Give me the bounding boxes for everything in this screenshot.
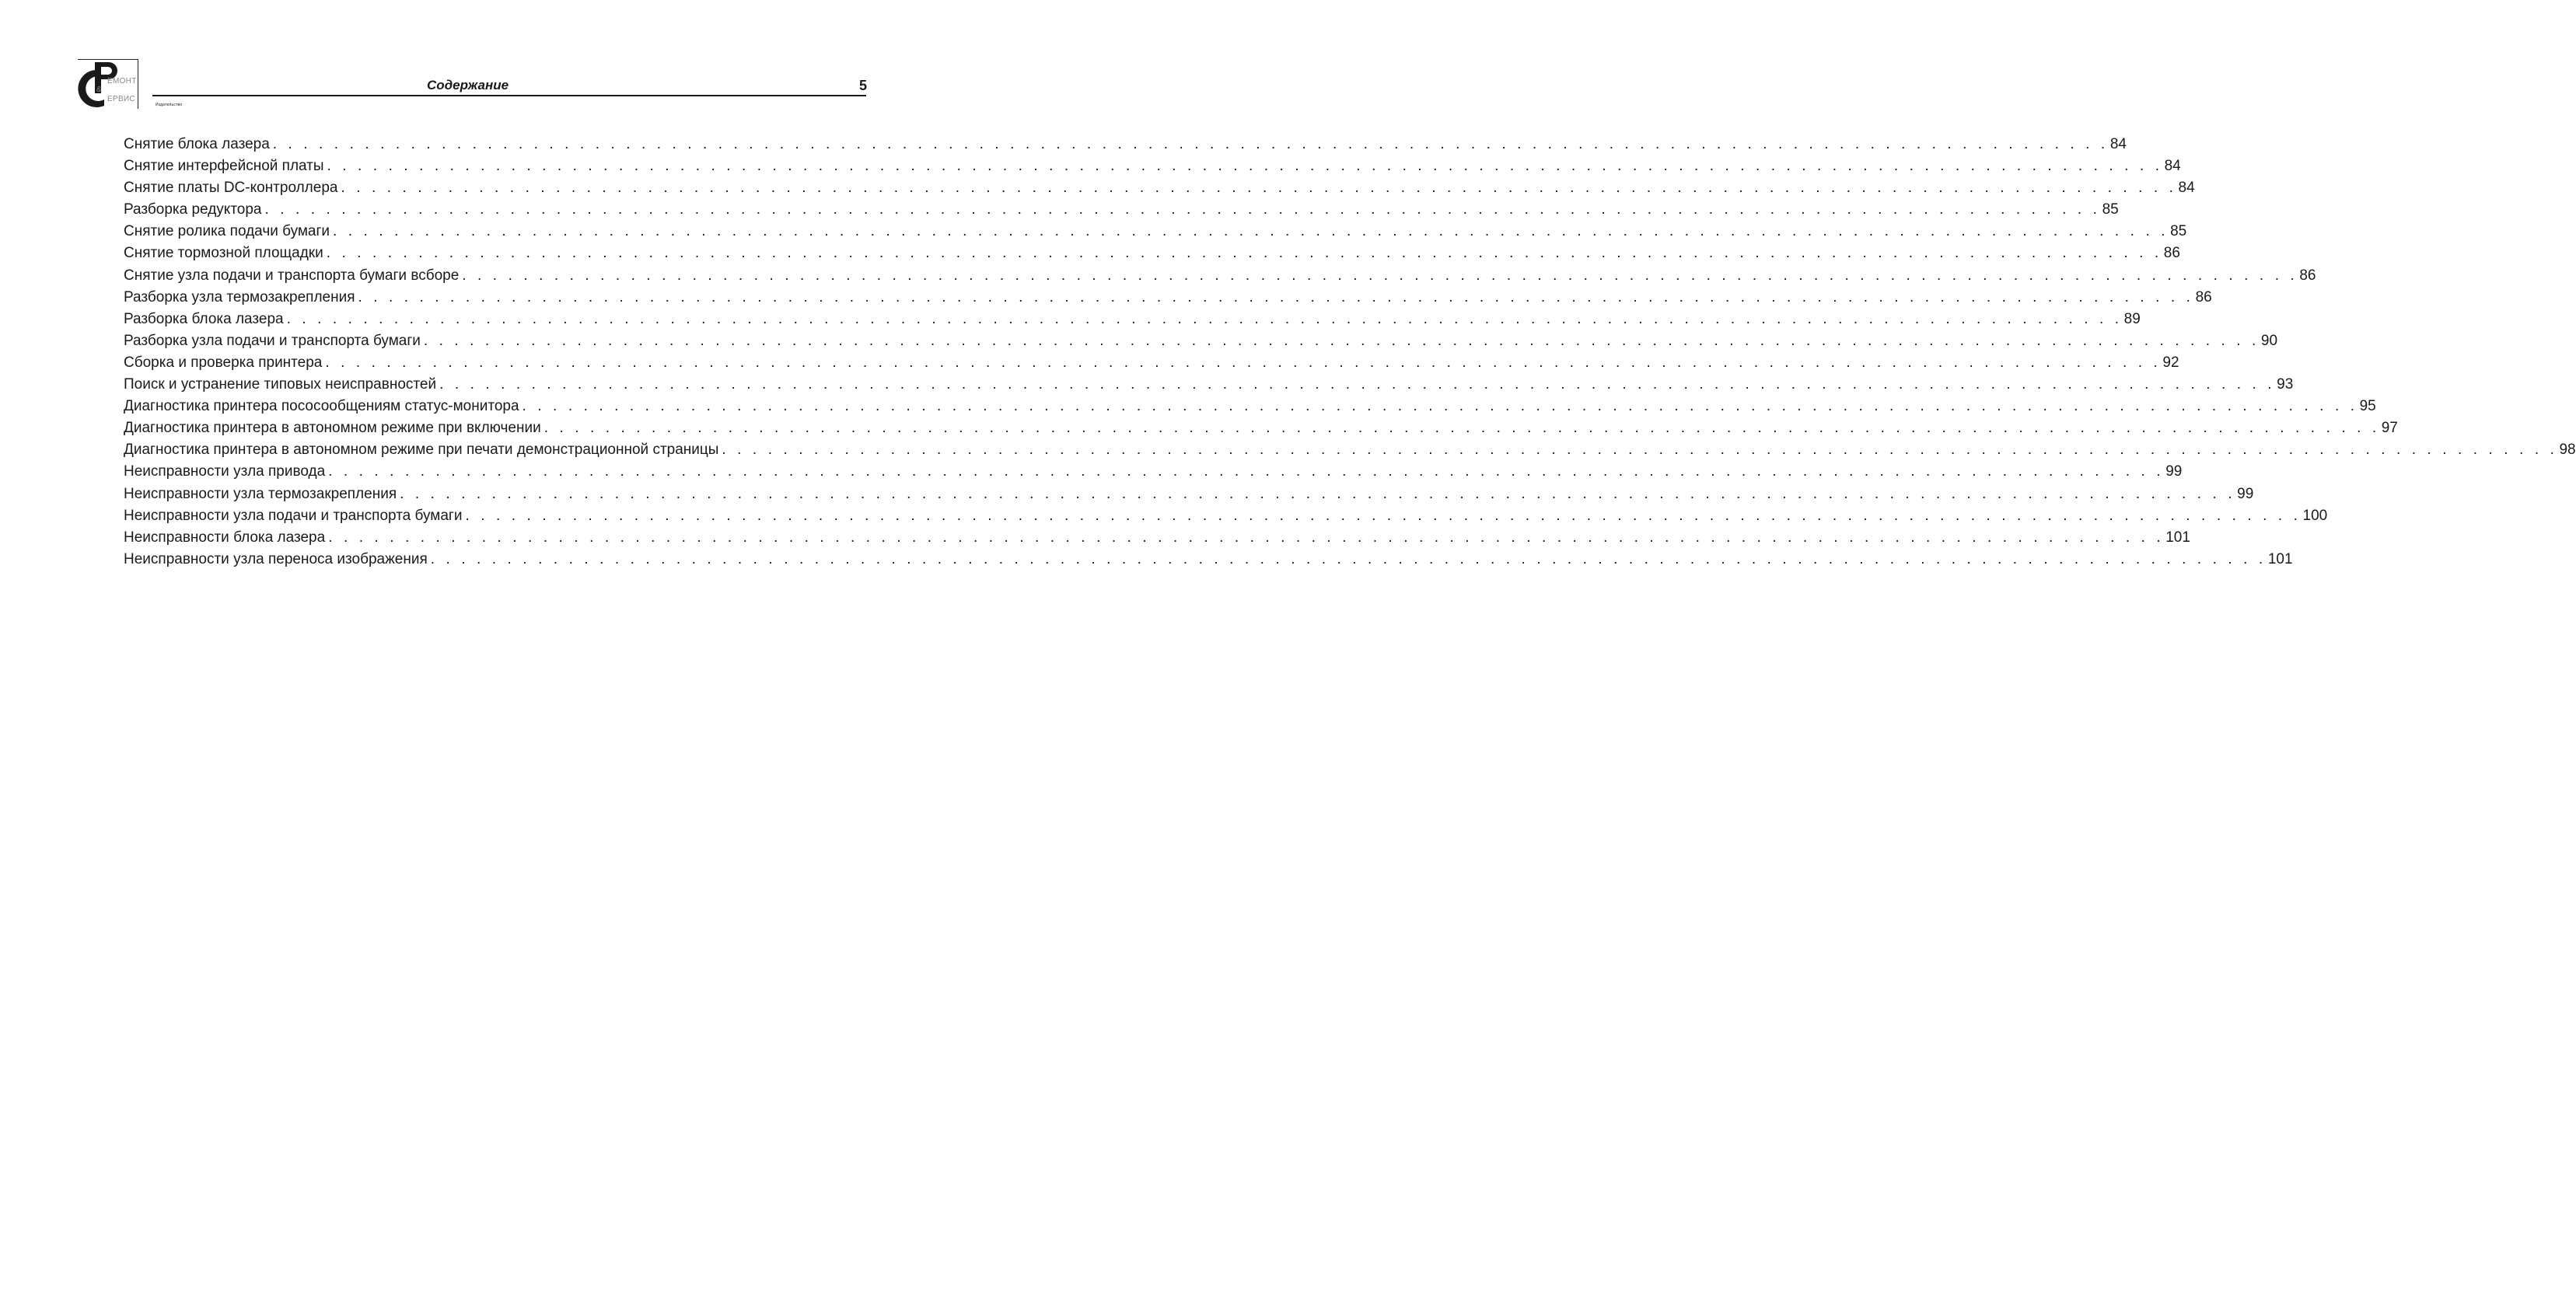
page-number: 5: [858, 78, 867, 93]
toc-entry-title: Неисправности узла привода: [124, 463, 326, 480]
toc-dot-leader: . . . . . . . . . . . . . . . . . . . . . . . . . . . . . . . . . . . . . . . . . . . . . . . . . . . . . . . . . . . . . . . . . . . . . . . . . . . . . . . . . . . . . . . . . . . . . . . . . . . . . . . . . . . . . . . . . . . . . . . .: [327, 158, 2163, 175]
toc-dot-leader: . . . . . . . . . . . . . . . . . . . . . . . . . . . . . . . . . . . . . . . . . . . . . . . . . . . . . . . . . . . . . . . . . . . . . . . . . . . . . . . . . . . . . . . . . . . . . . . . . . . . . . . . . . . . . . . . . . . . . . . .: [341, 180, 2177, 197]
logo-mark-icon: [0, 0, 942, 124]
toc-entry[interactable]: [124, 330, 2278, 352]
toc-entry[interactable]: [124, 287, 2212, 309]
toc-entry-title: Снятие блока лазера: [124, 136, 270, 152]
toc-entry[interactable]: [124, 396, 2376, 417]
toc-entry[interactable]: [124, 243, 2180, 264]
toc-entry-title: Разборка узла термозакрепления: [124, 288, 355, 305]
toc-entry-title: Диагностика принтера в автономном режиме при включении: [124, 420, 541, 437]
toc-entry-title: Поиск и устранение типовых неисправностей: [124, 376, 437, 393]
toc-entry-title: Диагностика принтера пососообщениям статус-монитора: [124, 398, 519, 415]
toc-dot-leader: . . . . . . . . . . . . . . . . . . . . . . . . . . . . . . . . . . . . . . . . . . . . . . . . . . . . . . . . . . . . . . . . . . . . . . . . . . . . . . . . . . . . . . . . . . . . . . . . . . . . . . . . . . . . . . . . . . . . . . . .: [328, 463, 2165, 480]
toc-entry-page: 90: [2260, 332, 2278, 349]
toc-dot-leader: . . . . . . . . . . . . . . . . . . . . . . . . . . . . . . . . . . . . . . . . . . . . . . . . . . . . . . . . . . . . . . . . . . . . . . . . . . . . . . . . . . . . . . . . . . . . . . . . . . . . . . . . . . . . . . . . . . . . . . . .: [333, 223, 2169, 240]
toc-entry-title: Снятие тормозной площадки: [124, 245, 323, 262]
toc-dot-leader: . . . . . . . . . . . . . . . . . . . . . . . . . . . . . . . . . . . . . . . . . . . . . . . . . . . . . . . . . . . . . . . . . . . . . . . . . . . . . . . . . . . . . . . . . . . . . . . . . . . . . . . . . . . . . . . . . . . . . . . .: [325, 354, 2162, 371]
toc-entry-title: Разборка блока лазера: [124, 310, 284, 327]
toc-entry-title: Снятие узла подачи и транспорта бумаги всборе: [124, 267, 460, 284]
toc-entry[interactable]: [124, 199, 2119, 221]
toc-entry-title: Снятие интерфейсной платы: [124, 158, 324, 175]
toc-entry[interactable]: [124, 155, 2181, 177]
toc-entry-page: 89: [2123, 310, 2141, 327]
toc-entry[interactable]: [124, 461, 2183, 483]
toc-dot-leader: . . . . . . . . . . . . . . . . . . . . . . . . . . . . . . . . . . . . . . . . . . . . . . . . . . . . . . . . . . . . . . . . . . . . . . . . . . . . . . . . . . . . . . . . . . . . . . . . . . . . . . . . . . . . . . . . . . . . . . . .: [400, 485, 2236, 502]
toc-entry-title: Разборка редуктора: [124, 201, 262, 218]
toc-dot-leader: . . . . . . . . . . . . . . . . . . . . . . . . . . . . . . . . . . . . . . . . . . . . . . . . . . . . . . . . . . . . . . . . . . . . . . . . . . . . . . . . . . . . . . . . . . . . . . . . . . . . . . . . . . . . . . . . . . . . . . . .: [722, 442, 2558, 459]
toc-dot-leader: . . . . . . . . . . . . . . . . . . . . . . . . . . . . . . . . . . . . . . . . . . . . . . . . . . . . . . . . . . . . . . . . . . . . . . . . . . . . . . . . . . . . . . . . . . . . . . . . . . . . . . . . . . . . . . . . . . . . . . . .: [462, 267, 2298, 284]
toc-entry-title: Сборка и проверка принтера: [124, 354, 323, 371]
toc-dot-leader: . . . . . . . . . . . . . . . . . . . . . . . . . . . . . . . . . . . . . . . . . . . . . . . . . . . . . . . . . . . . . . . . . . . . . . . . . . . . . . . . . . . . . . . . . . . . . . . . . . . . . . . . . . . . . . . . . . . . . . . .: [522, 398, 2358, 415]
toc-entry-title: Неисправности узла переноса изображения: [124, 550, 428, 567]
toc-entry-title: Неисправности блока лазера: [124, 529, 326, 546]
toc-entry[interactable]: [124, 374, 2294, 396]
toc-entry[interactable]: [124, 439, 2576, 461]
table-of-contents: [124, 134, 2576, 571]
header-rule: [152, 95, 866, 96]
toc-entry-title: Неисправности узла подачи и транспорта бумаги: [124, 507, 463, 524]
toc-entry[interactable]: [124, 352, 2179, 374]
logo-caption: Издательство: [156, 103, 183, 107]
toc-entry-page: 84: [2178, 180, 2195, 197]
toc-dot-leader: . . . . . . . . . . . . . . . . . . . . . . . . . . . . . . . . . . . . . . . . . . . . . . . . . . . . . . . . . . . . . . . . . . . . . . . . . . . . . . . . . . . . . . . . . . . . . . . . . . . . . . . . . . . . . . . . . . . . . . . .: [328, 529, 2165, 546]
toc-entry[interactable]: [124, 177, 2195, 199]
toc-entry-page: 84: [2164, 158, 2181, 175]
toc-entry-page: 100: [2302, 507, 2328, 524]
toc-entry-page: 99: [2165, 463, 2183, 480]
toc-entry-page: 86: [2163, 245, 2180, 262]
toc-entry-page: 86: [2195, 288, 2212, 305]
toc-entry-page: 93: [2277, 376, 2294, 393]
toc-entry[interactable]: [124, 527, 2190, 549]
toc-dot-leader: . . . . . . . . . . . . . . . . . . . . . . . . . . . . . . . . . . . . . . . . . . . . . . . . . . . . . . . . . . . . . . . . . . . . . . . . . . . . . . . . . . . . . . . . . . . . . . . . . . . . . . . . . . . . . . . . . . . . . . . .: [544, 420, 2380, 437]
toc-entry-page: 101: [2165, 529, 2190, 546]
toc-entry-page: 85: [2170, 223, 2187, 240]
toc-entry[interactable]: [124, 265, 2316, 287]
toc-entry[interactable]: [124, 417, 2398, 439]
logo-word-servis: ЕРВИС: [107, 95, 135, 103]
toc-entry[interactable]: [124, 309, 2141, 330]
toc-dot-leader: . . . . . . . . . . . . . . . . . . . . . . . . . . . . . . . . . . . . . . . . . . . . . . . . . . . . . . . . . . . . . . . . . . . . . . . . . . . . . . . . . . . . . . . . . . . . . . . . . . . . . . . . . . . . . . . . . . . . . . . .: [423, 332, 2260, 349]
toc-entry-page: 86: [2299, 267, 2316, 284]
toc-entry-title: Разборка узла подачи и транспорта бумаги: [124, 332, 421, 349]
toc-dot-leader: . . . . . . . . . . . . . . . . . . . . . . . . . . . . . . . . . . . . . . . . . . . . . . . . . . . . . . . . . . . . . . . . . . . . . . . . . . . . . . . . . . . . . . . . . . . . . . . . . . . . . . . . . . . . . . . . . . . . . . . .: [264, 201, 2101, 218]
toc-entry-page: 92: [2162, 354, 2179, 371]
toc-entry-title: Неисправности узла термозакрепления: [124, 485, 397, 502]
toc-entry[interactable]: [124, 483, 2254, 505]
toc-entry[interactable]: [124, 134, 2127, 155]
toc-entry-page: 97: [2381, 420, 2398, 437]
toc-dot-leader: . . . . . . . . . . . . . . . . . . . . . . . . . . . . . . . . . . . . . . . . . . . . . . . . . . . . . . . . . . . . . . . . . . . . . . . . . . . . . . . . . . . . . . . . . . . . . . . . . . . . . . . . . . . . . . . . . . . . . . . .: [272, 136, 2109, 152]
toc-entry[interactable]: [124, 549, 2293, 571]
toc-entry-title: Снятие ролика подачи бумаги: [124, 223, 330, 240]
toc-entry-title: Снятие платы DC-контроллера: [124, 180, 338, 197]
toc-dot-leader: . . . . . . . . . . . . . . . . . . . . . . . . . . . . . . . . . . . . . . . . . . . . . . . . . . . . . . . . . . . . . . . . . . . . . . . . . . . . . . . . . . . . . . . . . . . . . . . . . . . . . . . . . . . . . . . . . . . . . . . .: [326, 245, 2162, 262]
page-title: Содержание: [427, 78, 509, 93]
logo-ampersand: &: [96, 86, 102, 94]
logo-word-remont: ЕМОНТ: [107, 77, 137, 86]
toc-dot-leader: . . . . . . . . . . . . . . . . . . . . . . . . . . . . . . . . . . . . . . . . . . . . . . . . . . . . . . . . . . . . . . . . . . . . . . . . . . . . . . . . . . . . . . . . . . . . . . . . . . . . . . . . . . . . . . . . . . . . . . . .: [430, 550, 2267, 567]
toc-entry-title: Диагностика принтера в автономном режиме при печати демонстрационной страницы: [124, 442, 719, 459]
toc-entry-page: 98: [2559, 442, 2576, 459]
toc-entry-page: 99: [2237, 485, 2254, 502]
toc-dot-leader: . . . . . . . . . . . . . . . . . . . . . . . . . . . . . . . . . . . . . . . . . . . . . . . . . . . . . . . . . . . . . . . . . . . . . . . . . . . . . . . . . . . . . . . . . . . . . . . . . . . . . . . . . . . . . . . . . . . . . . . .: [358, 288, 2194, 305]
toc-dot-leader: . . . . . . . . . . . . . . . . . . . . . . . . . . . . . . . . . . . . . . . . . . . . . . . . . . . . . . . . . . . . . . . . . . . . . . . . . . . . . . . . . . . . . . . . . . . . . . . . . . . . . . . . . . . . . . . . . . . . . . . .: [286, 310, 2123, 327]
toc-entry[interactable]: [124, 221, 2187, 243]
toc-dot-leader: . . . . . . . . . . . . . . . . . . . . . . . . . . . . . . . . . . . . . . . . . . . . . . . . . . . . . . . . . . . . . . . . . . . . . . . . . . . . . . . . . . . . . . . . . . . . . . . . . . . . . . . . . . . . . . . . . . . . . . . .: [465, 507, 2302, 524]
toc-entry-page: 95: [2359, 398, 2376, 415]
toc-entry[interactable]: [124, 505, 2328, 527]
toc-dot-leader: . . . . . . . . . . . . . . . . . . . . . . . . . . . . . . . . . . . . . . . . . . . . . . . . . . . . . . . . . . . . . . . . . . . . . . . . . . . . . . . . . . . . . . . . . . . . . . . . . . . . . . . . . . . . . . . . . . . . . . . .: [439, 376, 2276, 393]
toc-entry-page: 85: [2102, 201, 2119, 218]
toc-entry-page: 84: [2109, 136, 2127, 152]
toc-entry-page: 101: [2267, 550, 2293, 567]
